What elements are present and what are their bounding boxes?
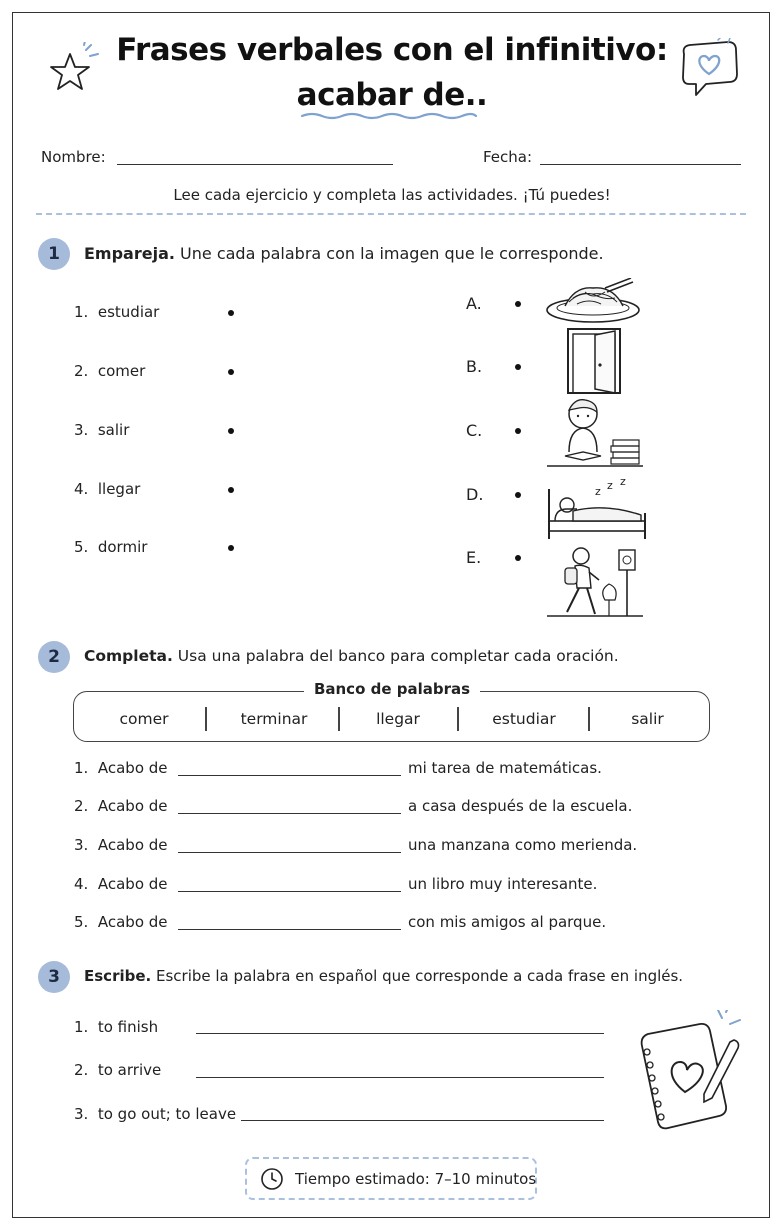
sentence-start: 5. Acabo de <box>74 913 168 931</box>
worksheet-title-line1: Frases verbales con el infinitivo: <box>116 32 668 68</box>
sentence-blank[interactable] <box>178 852 401 853</box>
match-dot-left[interactable] <box>228 545 234 551</box>
section3-title <box>84 967 683 985</box>
match-dot-right[interactable] <box>515 301 521 307</box>
match-item: 1. estudiar <box>74 303 160 321</box>
instructions: Lee cada ejercicio y completa las actividades. ¡Tú puedes! <box>173 186 611 204</box>
word-bank-title: Banco de palabras <box>0 680 784 698</box>
sentence-start: 2. Acabo de <box>74 797 168 815</box>
estimated-time-text: Tiempo estimado: 7–10 minutos <box>295 1170 537 1188</box>
sleeping-in-bed-icon <box>545 475 651 543</box>
bank-word: terminar <box>240 710 308 728</box>
option-letter: B. <box>466 357 483 376</box>
worksheet-title-line2: acabar de.. <box>296 77 488 113</box>
sentence-end: una manzana como merienda. <box>408 836 638 854</box>
section3-number: 3 <box>38 961 70 993</box>
walking-child-icon <box>545 544 645 620</box>
open-door-icon <box>565 327 625 395</box>
sentence-end: con mis amigos al parque. <box>408 913 607 931</box>
bank-separator <box>457 707 459 731</box>
sentence-blank[interactable] <box>178 891 401 892</box>
sentence-start: 1. Acabo de <box>74 759 168 777</box>
section2-title <box>84 647 619 665</box>
sentence-start: 3. Acabo de <box>74 836 168 854</box>
bank-word: comer <box>119 710 169 728</box>
translation-blank[interactable] <box>196 1077 604 1078</box>
sentence-end: un libro muy interesante. <box>408 875 598 893</box>
section3-title-bold: Escribe. <box>84 967 152 985</box>
english-phrase: 1. to finish <box>74 1018 159 1036</box>
match-dot-left[interactable] <box>228 310 234 316</box>
english-phrase: 3. to go out; to leave <box>74 1105 237 1123</box>
match-item: 3. salir <box>74 421 130 439</box>
english-phrase: 2. to arrive <box>74 1061 162 1079</box>
sentence-end: mi tarea de matemáticas. <box>408 759 602 777</box>
match-dot-left[interactable] <box>228 487 234 493</box>
date-field[interactable] <box>540 164 741 165</box>
svg-text:z: z <box>620 475 626 488</box>
section2-title-rest: Usa una palabra del banco para completar cada oración. <box>172 647 619 665</box>
match-item: 4. llegar <box>74 480 141 498</box>
section1-title-rest: Une cada palabra con la imagen que le corresponde. <box>174 244 604 263</box>
notebook-heart-icon <box>630 1010 750 1140</box>
svg-text:z: z <box>607 479 613 492</box>
title-underline-squiggle <box>300 111 478 121</box>
spaghetti-plate-icon <box>545 278 645 326</box>
child-studying-icon <box>545 396 645 472</box>
option-letter: C. <box>466 421 483 440</box>
date-label: Fecha: <box>483 148 533 166</box>
bank-word: estudiar <box>492 710 556 728</box>
bank-separator <box>205 707 207 731</box>
translation-blank[interactable] <box>196 1033 604 1034</box>
clock-icon <box>259 1166 285 1192</box>
match-dot-right[interactable] <box>515 492 521 498</box>
bank-separator <box>588 707 590 731</box>
name-field[interactable] <box>117 164 393 165</box>
bank-word: salir <box>631 710 664 728</box>
bank-separator <box>338 707 340 731</box>
section3-title-rest: Escribe la palabra en español que corresponde a cada frase en inglés. <box>151 967 684 985</box>
option-letter: A. <box>466 294 482 313</box>
match-dot-left[interactable] <box>228 369 234 375</box>
sentence-blank[interactable] <box>178 813 401 814</box>
svg-text:z: z <box>595 485 601 498</box>
match-dot-right[interactable] <box>515 364 521 370</box>
match-dot-right[interactable] <box>515 555 521 561</box>
match-dot-right[interactable] <box>515 428 521 434</box>
option-letter: D. <box>466 485 484 504</box>
option-letter: E. <box>466 548 482 567</box>
match-item: 2. comer <box>74 362 146 380</box>
dashed-divider <box>36 213 746 215</box>
name-label: Nombre: <box>41 148 106 166</box>
match-dot-left[interactable] <box>228 428 234 434</box>
section2-number: 2 <box>38 641 70 673</box>
section1-title <box>84 244 604 263</box>
sentence-blank[interactable] <box>178 775 401 776</box>
sentence-end: a casa después de la escuela. <box>408 797 633 815</box>
sentence-start: 4. Acabo de <box>74 875 168 893</box>
section2-title-bold: Completa. <box>84 647 173 665</box>
translation-blank[interactable] <box>241 1120 604 1121</box>
section1-number: 1 <box>38 238 70 270</box>
bank-word: llegar <box>376 710 420 728</box>
sentence-blank[interactable] <box>178 929 401 930</box>
section1-title-bold: Empareja. <box>84 244 175 263</box>
match-item: 5. dormir <box>74 538 148 556</box>
